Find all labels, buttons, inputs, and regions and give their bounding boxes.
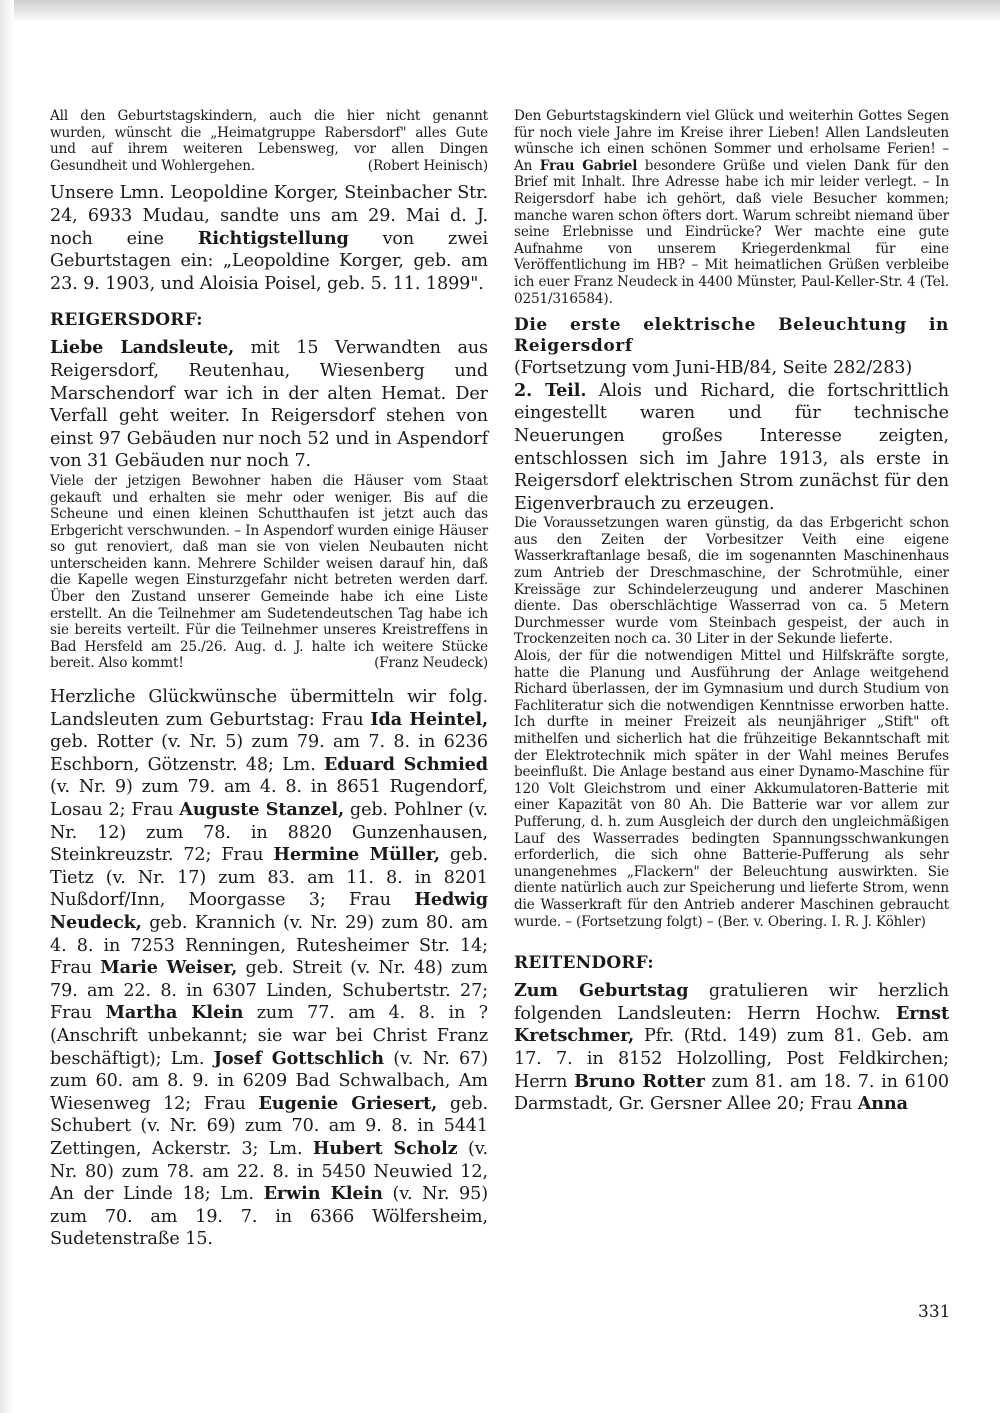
article-part-label: 2. Teil.: [514, 379, 587, 401]
birthday-entry-text: geb. Pohlner (v. Nr. 12) zum 78. in 8820 Gunzenhausen, Steinkreuzstr. 72; Frau: [50, 800, 488, 866]
article-title: Die erste elektrische Beleuchtung in Reigersdorf: [514, 315, 949, 357]
letter-large-paragraph: [50, 337, 488, 473]
birthday-entry-text: (v. Nr. 95) zum 70. am 19. 7. in 6366 Wölfersheim, Sudetenstraße 15.: [50, 1184, 488, 1250]
birthday-entry-name: Hedwig Neudeck,: [50, 889, 488, 933]
birthday-entry-text: zum 77. am 4. 8. in ? (Anschrift unbekannt; sie war bei Christ Franz beschäftigt); Lm.: [50, 1003, 488, 1069]
article-paragraph-1: Die Voraussetzungen waren günstig, da das Erbgericht schon aus den Zeiten der Vorbesitzer Veith eine eigene Wasserkraftanlage besaß, die im sogenannten Maschinenhaus zum Antrieb der Dreschmaschine, der Schrotmühle, einer Kreissäge zur Schindelerzeugung und anderer Maschinen diente. Das oberschlächtige Wasserrad von ca. 5 Metern Durchmesser wurde vom Steinbach gespeist, der auch in Trockenzeiten noch ca. 30 Liter in der Sekunde lieferte.: [514, 515, 949, 648]
reitendorf-entry-name: Anna: [857, 1093, 908, 1115]
birthday-entry-text: geb. Schubert (v. Nr. 69) zum 70. am 9. 8. in 5441 Zettingen, Ackerstr. 3; Lm.: [50, 1093, 488, 1159]
birthday-entry-text: (v. Nr. 80) zum 78. am 22. 8. in 5450 Neuwied 12, An der Linde 18; Lm.: [50, 1138, 488, 1205]
scan-top-edge: [0, 0, 1000, 22]
birthday-entry-text: (v. Nr. 67) zum 60. am 8. 9. in 6209 Bad Schwalbach, Am Wiesenweg 12; Frau: [50, 1048, 488, 1114]
reitendorf-entry-text: gratulieren wir herzlich folgenden Landsleuten: Herrn Hochw.: [514, 981, 950, 1024]
birthday-entry-name: Hermine Müller,: [273, 844, 440, 866]
greeting-text-post: besondere Grüße und vielen Dank für den Brief mit Inhalt. Ihre Adresse habe ich mir leider verlegt. – In Reigersdorf habe ich gehört, daß viele Besucher kommen; manche waren schon öfters dort. Warum schreibt niemand über seine Erlebnisse und Eindrücke? Wer machte eine gute Aufnahme von unserem Kriegerdenkmal für eine Veröffentlichung im HB? – Mit heimatlichen Grüßen verbleibe ich euer Franz Neudeck in 4400 Münster, Paul-Keller-Str. 4 (Tel. 0251/316584).: [514, 157, 950, 307]
correction-paragraph: [50, 182, 488, 295]
reitendorf-entry-text: zum 81. am 18. 7. in 6100 Darmstadt, Gr. Gersner Allee 20; Frau: [514, 1071, 949, 1115]
reitendorf-entry-name: Ernst Kretschmer,: [514, 1002, 949, 1047]
intro-signature: (Robert Heinisch): [367, 157, 488, 174]
letter-small-paragraph: [50, 473, 488, 672]
reitendorf-entry-name: Zum Geburtstag: [514, 980, 689, 1002]
letter-opening: Liebe Landsleute,: [50, 337, 235, 359]
letter-small-text: Viele der jetzigen Bewohner haben die Häuser vom Staat gekauft und erhalten sie mehr oder weniger. Bis auf die Scheune und einen kleinen Schutthaufen ist jetzt auch das Erbgericht verschwunden. – In Aspendorf wurden einige Häuser so gut renoviert, daß man sie von vielen Neubauten nicht unterscheiden kann. Mehrere Schilder weisen darauf hin, daß die Kapelle wegen Einsturzgefahr nicht betreten werden darf. Über den Zustand unserer Gemeinde habe ich eine Liste erstellt. An die Teilnehmer am Sudetendeutschen Tag habe ich sie bereits verteilt. Für die Teilnehmer unseres Kreistreffens in Bad Hersfeld am 25./26. Aug. d. J. halte ich weitere Stücke bereit. Also kommt!: [50, 472, 488, 672]
birthday-entry-name: Auguste Stanzel,: [179, 799, 345, 820]
birthday-entry-text: Herzliche Glückwünsche übermitteln wir folg. Landsleuten zum Geburtstag: Frau: [50, 687, 488, 730]
reitendorf-entry-text: Pfr. (Rtd. 149) zum 81. Geb. am 17. 7. in 8152 Holzolling, Post Feldkirchen; Herrn: [514, 1026, 949, 1092]
greeting-paragraph: [514, 108, 949, 307]
birthday-entry-name: Marie Weiser,: [100, 957, 238, 979]
correction-text-post: von zwei Geburtstagen ein: „Leopoldine Korger, geb. am 23. 9. 1903, und Aloisia Poisel, geb. 5. 11. 1899".: [50, 228, 488, 294]
section-heading-reigersdorf: REIGERSDORF:: [50, 310, 203, 331]
scan-left-edge: [0, 0, 14, 1413]
birthday-entry-name: Eduard Schmied: [324, 753, 488, 775]
article-lead-text: Alois und Richard, die fortschrittlich eingestellt waren und für technische Neuerungen großes Interesse zeigten, entschlossen sich im Jahre 1913, als erste in Reigersdorf elektrischen Strom zunächst für den Eigenverbrauch zu erzeugen.: [514, 380, 949, 514]
intro-text: All den Geburtstagskindern, auch die hier nicht genannt wurden, wünscht die „Heimatgruppe Rabersdorf" alles Gute und auf ihrem weiteren Lebensweg, vor allen Dingen Gesundheit und Wohlergehen.: [50, 108, 488, 174]
intro-paragraph: [50, 108, 488, 174]
birthday-entry-name: Eugenie Griesert,: [258, 1092, 438, 1114]
reitendorf-birthday-paragraph: [514, 980, 949, 1116]
section-heading-reitendorf: REITENDORF:: [514, 953, 654, 974]
birthday-entry-text: geb. Rotter (v. Nr. 5) zum 79. am 7. 8. in 6236 Eschborn, Götzenstr. 48; Lm.: [50, 732, 488, 775]
birthday-entry-text: geb. Streit (v. Nr. 48) zum 79. am 22. 8. in 6307 Linden, Schubertstr. 27; Frau: [50, 958, 489, 1024]
article-lead-paragraph: [514, 357, 949, 515]
birthday-entry-text: (v. Nr. 9) zum 79. am 4. 8. in 8651 Rugendorf, Losau 2; Frau: [50, 777, 488, 820]
letter-large-text: mit 15 Verwandten aus Reigersdorf, Reutenhau, Wiesenberg und Marschendorf war ich in der alten Hemat. Der Verfall geht weiter. In Reigersdorf stehen von einst 97 Gebäuden nur noch 52 und in Aspendorf von 31 Gebäuden nur noch 7.: [50, 338, 488, 472]
correction-text-pre: Unsere Lmn. Leopoldine Korger, Steinbacher Str. 24, 6933 Mudau, sandte uns am 29. Mai d. J. noch eine: [50, 183, 488, 249]
correction-bold: Richtigstellung: [197, 227, 349, 249]
birthday-entry-name: Josef Gottschlich: [213, 1047, 384, 1069]
birthday-entry-name: Martha Klein: [105, 1002, 244, 1024]
birthday-entry-name: Erwin Klein: [263, 1183, 383, 1205]
article-continuation: (Fortsetzung vom Juni-HB/84, Seite 282/283): [514, 358, 913, 379]
birthday-entry-name: Hubert Scholz: [312, 1137, 458, 1159]
article-paragraph-2: Alois, der für die notwendigen Mittel und Hilfskräfte sorgte, hatte die Planung und Ausführung der Anlage weitgehend Richard überlassen, der im Gymnasium und durch Studium von Fachliteratur sich die notwendigen Kenntnisse erworben hatte. Ich durfte in meiner Freizeit als neunjähriger „Stift" oft mithelfen und sicherlich hat die frühzeitige Bekanntschaft mit der Elektrotechnik mich später in der Wahl meines Berufes beeinflußt. Die Anlage bestand aus einer Dynamo-Maschine für 120 Volt Gleichstrom und einer Akkumulatoren-Batterie mit einer Kapazität von 80 Ah. Die Batterie war vor allem zur Pufferung, d. h. zum Ausgleich der durch den ungleichmäßigen Lauf des Wasserrades bedingten Spannungsschwankungen erforderlich, die sich ohne Batterie-Pufferung als sehr unangenehmes „Flackern" der Beleuchtung auswirkten. Sie diente natürlich auch zur Speicherung und lieferte Strom, wenn die Wasserkraft für den Antrieb anderer Maschinen gebraucht wurde. – (Fortsetzung folgt) – (Ber. v. Obering. I. R. J. Köhler): [514, 648, 949, 930]
birthday-entry-text: geb. Tietz (v. Nr. 17) zum 83. am 11. 8. in 8201 Nußdorf/Inn, Moorgasse 3; Frau: [50, 845, 488, 911]
birthday-entry-text: geb. Krannich (v. Nr. 29) zum 80. am 4. 8. in 7253 Renningen, Rutesheimer Str. 14; Frau: [50, 912, 488, 979]
right-column: [514, 108, 949, 1116]
greeting-bold: Frau Gabriel: [539, 157, 638, 174]
birthday-entry-name: Ida Heintel,: [370, 708, 488, 730]
greeting-text-pre: Den Geburtstagskindern viel Glück und weiterhin Gottes Segen für noch viele Jahre im Kreise ihrer Lieben! Allen Landsleuten wünsche ich einen schönen Sommer und erholsame Ferien! – An: [514, 108, 949, 174]
left-column: [50, 108, 488, 1251]
page-number: 331: [918, 1302, 951, 1322]
reitendorf-entry-name: Bruno Rotter: [574, 1070, 705, 1092]
birthday-list-paragraph: [50, 686, 488, 1251]
letter-signature: (Franz Neudeck): [374, 655, 488, 672]
